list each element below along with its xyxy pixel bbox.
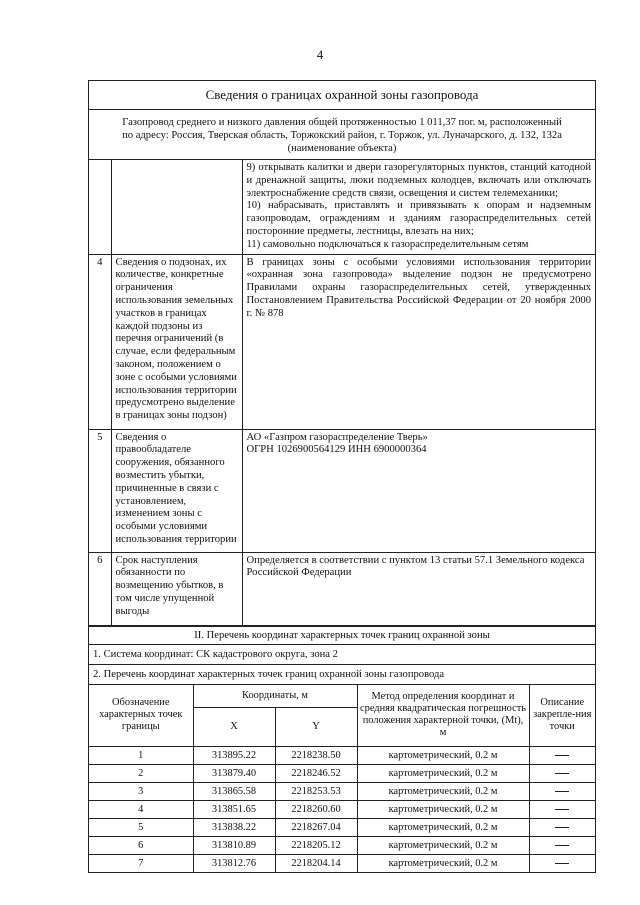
description-cell (529, 764, 595, 782)
table-row (89, 764, 595, 782)
coord-y: 2218205.12 (275, 836, 357, 854)
table-row (89, 746, 595, 764)
point-number: 1 (89, 746, 193, 764)
coordinates-table (89, 684, 595, 872)
table-row (89, 818, 595, 836)
header-point: Обозначение характерных точек границы (89, 684, 193, 746)
method-cell: картометрический, 0.2 м (357, 818, 529, 836)
info-row-5 (89, 429, 595, 552)
point-number: 2 (89, 764, 193, 782)
object-description (89, 110, 595, 160)
info-row-continuation (89, 160, 595, 254)
coord-x: 313865.58 (193, 782, 275, 800)
header-coordinates: Координаты, м (193, 684, 357, 707)
coordinates-body (89, 746, 595, 872)
coord-y: 2218204.14 (275, 854, 357, 872)
row-value-line: АО «Газпром газораспределение Тверь» (246, 431, 428, 443)
row-value (242, 160, 595, 254)
dash-mark (555, 845, 569, 846)
row-value-line: 9) открывать калитки и двери газорегуляторных пунктов, станций катодной и дренажной защиты, люки подземных колодцев, включать или отключать электроснабжение средств связи, освещения и систем телемеханики; (246, 162, 591, 199)
row-value-line: Определяется в соответствии с пунктом 13 статьи 57.1 Земельного кодекса Российской Федерации (246, 554, 585, 579)
description-cell (529, 818, 595, 836)
coord-y: 2218246.52 (275, 764, 357, 782)
row-value-line: ОГРН 1026900564129 ИНН 6900000364 (246, 444, 427, 456)
document-frame (88, 80, 596, 873)
page-number: 4 (316, 47, 324, 62)
description-cell (529, 836, 595, 854)
row-number: 4 (89, 254, 111, 429)
info-row-6 (89, 552, 595, 625)
info-row-4 (89, 254, 595, 429)
table-row (89, 800, 595, 818)
description-cell (529, 800, 595, 818)
method-cell: картометрический, 0.2 м (357, 746, 529, 764)
coord-x: 313895.22 (193, 746, 275, 764)
row-value (242, 552, 595, 625)
row-value (242, 429, 595, 552)
dash-mark (555, 773, 569, 774)
point-number: 6 (89, 836, 193, 854)
method-cell: картометрический, 0.2 м (357, 854, 529, 872)
dash-mark (555, 809, 569, 810)
object-line-1: Газопровод среднего и низкого давления общей протяженностью 1 011,37 пог. м, расположенный (122, 117, 562, 128)
description-cell (529, 746, 595, 764)
dash-mark (555, 755, 569, 756)
coord-x: 313810.89 (193, 836, 275, 854)
coord-y: 2218253.53 (275, 782, 357, 800)
row-number (89, 160, 111, 254)
row-label: Сведения о правообладателе сооружения, обязанного возместить убытки, причиненные в связи с установлением, изменением зоны с особыми условиями использования территории (111, 429, 242, 552)
table-row (89, 854, 595, 872)
row-value-line: 10) набрасывать, приставлять и привязывать к опорам и надземным газопроводам, ограждениям и зданиям газораспределительных сетей посторонние предметы, лестницы, влезать на них; (246, 200, 591, 237)
description-cell (529, 854, 595, 872)
point-number: 7 (89, 854, 193, 872)
coord-x: 313838.22 (193, 818, 275, 836)
section-title: Сведения о границах охранной зоны газопровода (89, 81, 595, 110)
row-label: Сведения о подзонах, их количестве, конкретные ограничения использования земельных участков в границах каждой подзоны из перечня ограничений (в случае, если федеральным законом, положением о зоне с особыми условиями использования территории предусмотрено выделение в границах зоны подзон) (111, 254, 242, 429)
point-number: 5 (89, 818, 193, 836)
row-value-line: 11) самовольно подключаться к газораспределительным сетям (246, 238, 529, 250)
coordinates-section-title: II. Перечень координат характерных точек границ охранной зоны (89, 626, 595, 644)
description-cell (529, 782, 595, 800)
info-table (89, 160, 595, 626)
header-x: X (193, 707, 275, 746)
row-value-line: В границах зоны с особыми условиями использования территории «охранная зона газопровода» выделение подзон не предусмотрено Правилами охраны газораспределительных сетей, утвержденных Постановлением Правительства Российской Федерации от 20 ноября 2000 г. № 878 (246, 256, 591, 319)
table-row (89, 782, 595, 800)
method-cell: картометрический, 0.2 м (357, 800, 529, 818)
point-number: 3 (89, 782, 193, 800)
method-cell: картометрический, 0.2 м (357, 782, 529, 800)
coordinate-system: 1. Система координат: СК кадастрового округа, зона 2 (89, 644, 595, 664)
coord-x: 313879.40 (193, 764, 275, 782)
row-value (242, 254, 595, 429)
coord-y: 2218267.04 (275, 818, 357, 836)
dash-mark (555, 863, 569, 864)
dash-mark (555, 827, 569, 828)
coord-x: 313812.76 (193, 854, 275, 872)
table-row (89, 836, 595, 854)
dash-mark (555, 791, 569, 792)
object-caption: (наименование объекта) (287, 143, 397, 154)
method-cell: картометрический, 0.2 м (357, 764, 529, 782)
row-label (111, 160, 242, 254)
header-description: Описание закрепле-ния точки (529, 684, 595, 746)
object-line-2: по адресу: Россия, Тверская область, Торжокский район, г. Торжок, ул. Луначарского, д. 132, 132а (122, 130, 562, 141)
coord-y: 2218260.60 (275, 800, 357, 818)
coord-y: 2218238.50 (275, 746, 357, 764)
header-method: Метод определения координат и средняя квадратическая погрешность положения характерной точки, (Mt), м (357, 684, 529, 746)
row-number: 6 (89, 552, 111, 625)
coordinates-list-title: 2. Перечень координат характерных точек границ охранной зоны газопровода (89, 664, 595, 684)
header-y: Y (275, 707, 357, 746)
row-number: 5 (89, 429, 111, 552)
row-label: Срок наступления обязанности по возмещению убытков, в том числе упущенной выгоды (111, 552, 242, 625)
point-number: 4 (89, 800, 193, 818)
coord-x: 313851.65 (193, 800, 275, 818)
method-cell: картометрический, 0.2 м (357, 836, 529, 854)
